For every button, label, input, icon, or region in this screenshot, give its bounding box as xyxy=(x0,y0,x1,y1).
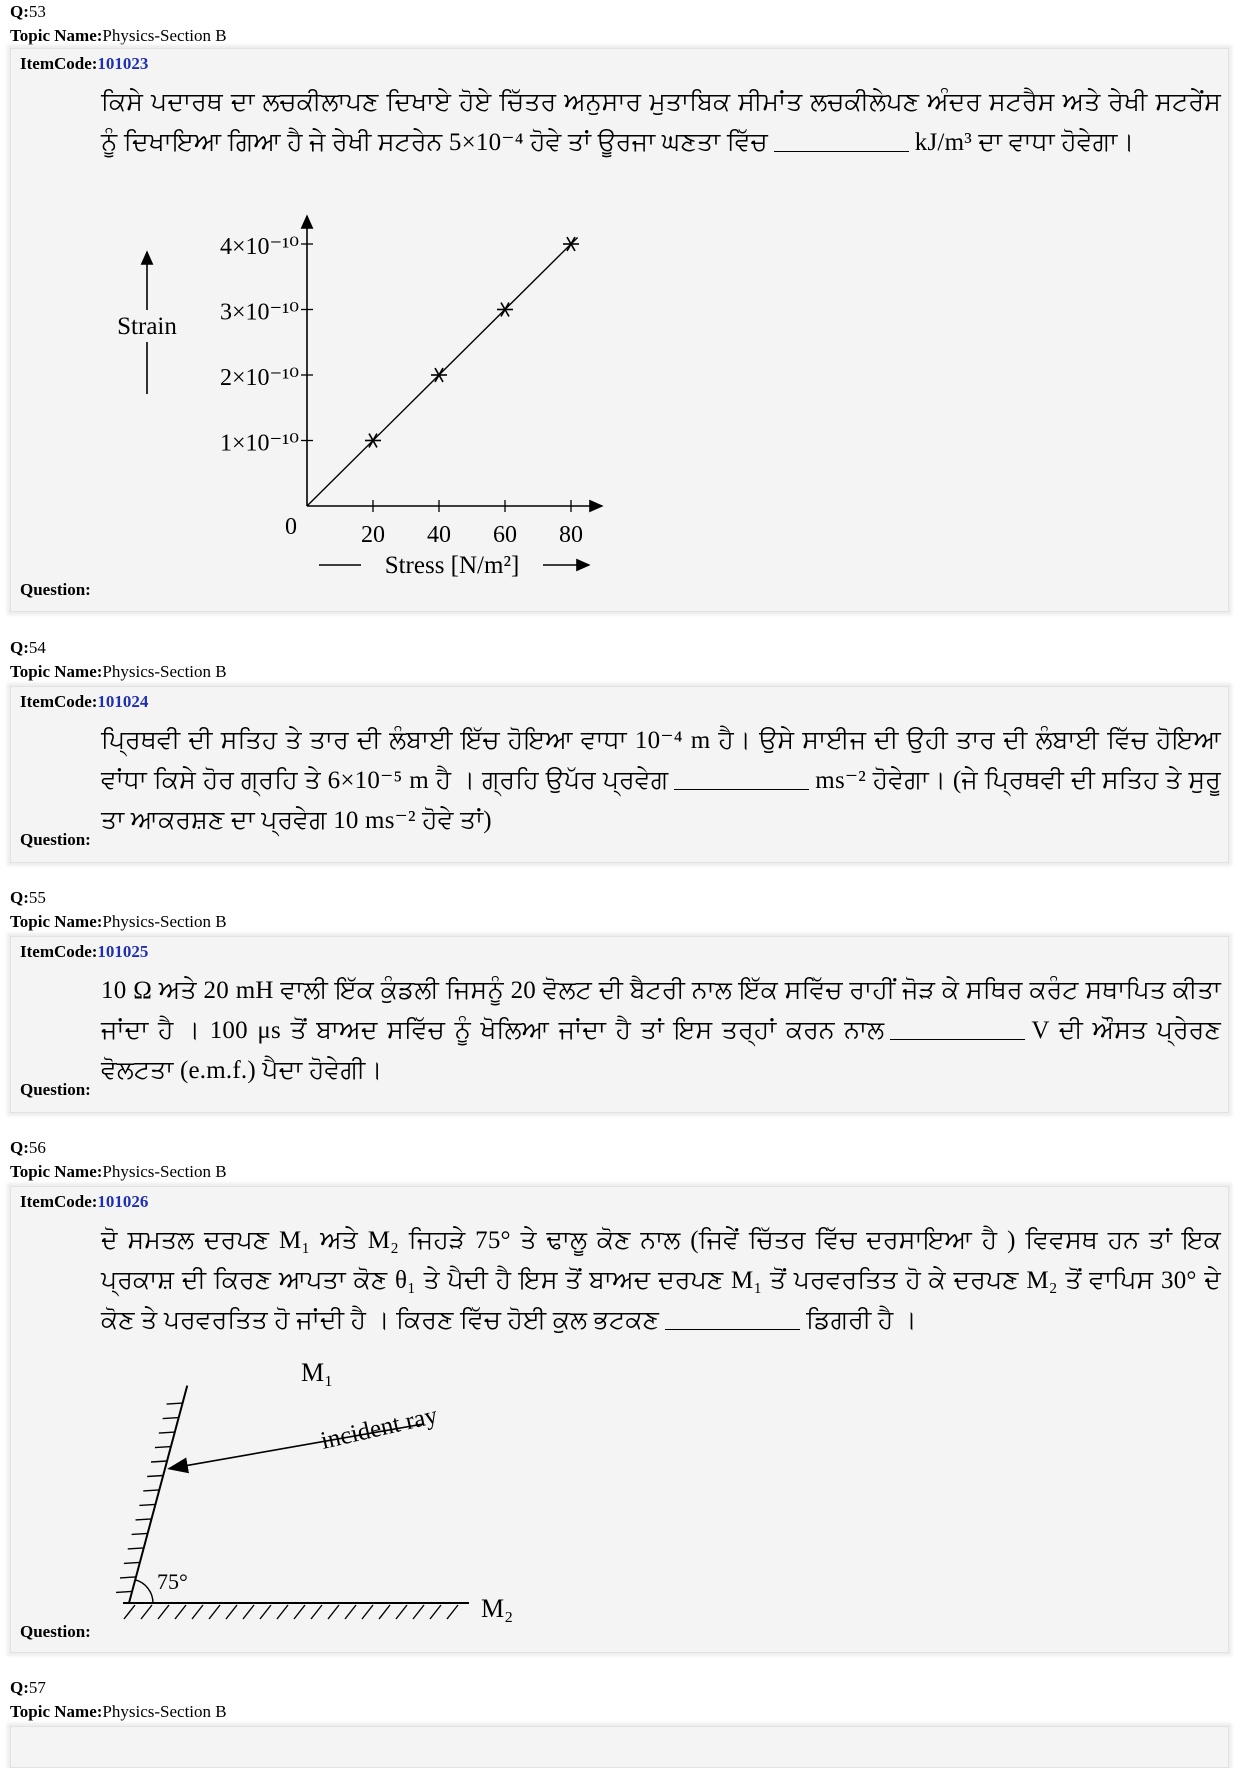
mirror-m1-hatch xyxy=(155,1447,171,1448)
q56-card xyxy=(10,1186,1229,1653)
topic-name: Physics-Section B xyxy=(102,1702,227,1721)
question-text: ਦੋ ਸਮਤਲ ਦਰਪਣ M₁ ਅਤੇ M₂ ਜਿਹੜੇ 75° ਤੇ ਢਾਲੂ ਕੋਣ ਨਾਲ (ਜਿਵੇਂ ਚਿੱਤਰ ਵਿੱਚ ਦਰਸਾਇਆ ਹੈ ) ਵਿਵਸਥ ਹਨ ਤਾਂ ਇਕ ਪ੍ਰਕਾਸ਼ ਦੀ ਕਿਰਣ ਆਪਤਾ ਕੋਣ θ₁ ਤੇ ਪੈਦੀ ਹੈ ਇਸ ਤੋਂ ਬਾਅਦ ਦਰਪਣ M₁ ਤੋਂ ਪਰਵਰਤਿਤ ਹੋ ਕੇ ਦਰਪਣ M₂ ਤੋਂ ਵਾਪਿਸ 30° ਦੇ ਕੋਣ ਤੇ ਪਰਵਰਤਿਤ ਹੋ ਜਾਂਦੀ ਹੈ । ਕਿਰਣ ਵਿੱਚ ਹੋਈ ਕੁਲ ਭਟਕਣ ਡਿਗਰੀ ਹੈ । xyxy=(101,1227,1221,1334)
mirror-m1-hatch xyxy=(128,1548,144,1549)
origin-label: 0 xyxy=(285,514,297,540)
y-tick-label: 4×10⁻¹⁰ xyxy=(219,234,299,260)
answer-blank xyxy=(665,1307,800,1330)
mirror-m2-hatch xyxy=(430,1605,441,1619)
mirror-m2-hatch xyxy=(124,1605,135,1619)
x-tick-label: 40 xyxy=(427,522,451,548)
mirror-m2-hatch xyxy=(226,1605,237,1619)
q54-card xyxy=(10,686,1229,863)
x-tick-label: 80 xyxy=(559,522,583,548)
y-axis-title: Strain xyxy=(117,313,177,340)
question-number-value: 53 xyxy=(28,2,46,21)
q54-header xyxy=(10,636,227,684)
mirror-m2-hatch xyxy=(141,1605,152,1619)
topic-line: Topic Name:Physics-Section B xyxy=(10,1702,227,1721)
y-tick-label: 2×10⁻¹⁰ xyxy=(219,365,299,391)
mirror-m1-hatch xyxy=(120,1577,136,1578)
mirror-m2-hatch xyxy=(413,1605,424,1619)
question-text: ਕਿਸੇ ਪਦਾਰਥ ਦਾ ਲਚਕੀਲਾਪਣ ਦਿਖਾਏ ਹੋਏ ਚਿੱਤਰ ਅਨੁਸਾਰ ਮੁਤਾਬਿਕ ਸੀਮਾਂਤ ਲਚਕੀਲੇਪਣ ਅੰਦਰ ਸਟਰੈਸ ਅਤੇ ਰੇਖੀ ਸਟਰੇਂਸ ਨੂੰ ਦਿਖਾਇਆ ਗਿਆ ਹੈ ਜੇ ਰੇਖੀ ਸਟਰੇਨ 5×10⁻⁴ ਹੋਵੇ ਤਾਂ ਊਰਜਾ ਘਣਤਾ ਵਿੱਚ kJ/m³ ਦਾ ਵਾਧਾ ਹੋਵੇਗਾ। xyxy=(101,89,1221,156)
angle-label: 75° xyxy=(157,1569,188,1594)
x-tick-label: 60 xyxy=(493,522,517,548)
mirror-m2-hatch xyxy=(294,1605,305,1619)
mirror-m1-hatch xyxy=(159,1432,175,1433)
itemcode-value: 101023 xyxy=(97,54,149,73)
question-number-value: 56 xyxy=(28,1138,46,1157)
question-number: Q:57 xyxy=(10,1678,46,1697)
answer-blank xyxy=(674,767,809,790)
answer-blank xyxy=(774,129,909,152)
question-number: Q:53 xyxy=(10,2,46,21)
mirror-m2-hatch xyxy=(209,1605,220,1619)
mirror-m2-hatch xyxy=(396,1605,407,1619)
mirror-m2-hatch xyxy=(311,1605,322,1619)
mirror-m1-hatch xyxy=(163,1418,179,1419)
answer-blank xyxy=(890,1017,1025,1040)
q55-header xyxy=(10,886,227,934)
q53-header xyxy=(10,0,310,48)
mirror-m2-hatch xyxy=(362,1605,373,1619)
mirror-m2-hatch xyxy=(328,1605,339,1619)
stress-strain-chart xyxy=(97,184,617,584)
mirror-diagram xyxy=(101,1347,541,1647)
mirror-m2-hatch xyxy=(192,1605,203,1619)
question-label: Question: xyxy=(20,830,91,849)
y-tick-label: 3×10⁻¹⁰ xyxy=(219,299,299,326)
question-text: ਪ੍ਰਿਥਵੀ ਦੀ ਸਤਿਹ ਤੇ ਤਾਰ ਦੀ ਲੰਬਾਈ ਇੱਚ ਹੋਇਆ ਵਾਧਾ 10⁻⁴ m ਹੈ। ਉਸੇ ਸਾਈਜ ਦੀ ਉਹੀ ਤਾਰ ਦੀ ਲੰਬਾਈ ਵਿੱਚ ਹੋਇਆ ਵਾਂਧਾ ਕਿਸੇ ਹੋਰ ਗ੍ਰਹਿ ਤੇ 6×10⁻⁵ m ਹੈ । ਗ੍ਰਹਿ ਉਪੱਰ ਪ੍ਰਵੇਗ ms⁻² ਹੋਵੇਗਾ। (ਜੇ ਪ੍ਰਿਥਵੀ ਦੀ ਸਤਿਹ ਤੇ ਸੁਰੂ ਤਾ ਆਕਰਸ਼ਣ ਦਾ ਪ੍ਰਵੇਗ 10 ms⁻² ਹੋਵੇ ਤਾਂ) xyxy=(101,727,1222,834)
mirror-m1-hatch xyxy=(147,1475,163,1476)
mirror-m2-hatch xyxy=(243,1605,254,1619)
series-line xyxy=(307,237,578,506)
mirror-m2-hatch xyxy=(175,1605,186,1619)
question-text: 10 Ω ਅਤੇ 20 mH ਵਾਲੀ ਇੱਕ ਕੁੰਡਲੀ ਜਿਸਨੂੰ 20 ਵੋਲਟ ਦੀ ਬੈਟਰੀ ਨਾਲ ਇੱਕ ਸਵਿੱਚ ਰਾਹੀਂ ਜੋੜ ਕੇ ਸਥਿਰ ਕਰੰਟ ਸਥਾਪਿਤ ਕੀਤਾ ਜਾਂਦਾ ਹੈ । 100 μs ਤੋਂ ਬਾਅਦ ਸਵਿੱਚ ਨੂੰ ਖੋਲਿਆ ਜਾਂਦਾ ਹੈ ਤਾਂ ਇਸ ਤਰ੍ਹਾਂ ਕਰਨ ਨਾਲ V ਦੀ ਔਸਤ ਪ੍ਰੇਰਣ ਵੋਲਟਤਾ (e.m.f.) ਪੈਦਾ ਹੋਵੇਗੀ। xyxy=(101,977,1221,1084)
angle-arc xyxy=(135,1580,153,1603)
mirror-m2-hatch xyxy=(158,1605,169,1619)
question-number-value: 57 xyxy=(28,1678,46,1697)
mirror-m1-hatch xyxy=(143,1490,159,1491)
question-number: Q:55 xyxy=(10,888,46,907)
question-label: Question: xyxy=(20,1622,91,1641)
itemcode-value: 101024 xyxy=(97,692,149,711)
itemcode: ItemCode:101025 xyxy=(20,942,149,961)
question-label: Question: xyxy=(20,1080,91,1099)
q57-card xyxy=(10,1726,1229,1768)
question-number-value: 55 xyxy=(28,888,46,907)
mirror-m2-hatch xyxy=(447,1605,458,1619)
itemcode: ItemCode:101024 xyxy=(20,692,149,711)
incident-ray-label: incident ray xyxy=(318,1401,441,1455)
mirror-m2-hatch xyxy=(379,1605,390,1619)
mirror-m1-hatch xyxy=(124,1562,140,1563)
mirror-m2-label: M₂ xyxy=(481,1594,514,1623)
mirror-m1-hatch xyxy=(167,1403,183,1404)
x-axis-title: Stress [N/m²] xyxy=(384,552,520,579)
topic-name: Physics-Section B xyxy=(102,662,227,681)
topic-line: Topic Name:Physics-Section B xyxy=(10,662,227,681)
question-number-value: 54 xyxy=(28,638,46,657)
q53-card xyxy=(10,48,1229,612)
q56-header xyxy=(10,1136,227,1184)
question-number: Q:56 xyxy=(10,1138,46,1157)
topic-line: Topic Name:Physics-Section B xyxy=(10,912,227,931)
mirror-m2-hatch xyxy=(260,1605,271,1619)
mirror-m1-hatch xyxy=(132,1533,148,1534)
mirror-m1-hatch xyxy=(151,1461,167,1462)
itemcode: ItemCode:101023 xyxy=(20,54,149,73)
x-tick-label: 20 xyxy=(361,522,385,548)
itemcode-value: 101026 xyxy=(97,1192,149,1211)
mirror-m1-hatch xyxy=(116,1591,132,1592)
topic-line: Topic Name:Physics-Section B xyxy=(10,1162,227,1181)
itemcode: ItemCode:101026 xyxy=(20,1192,149,1211)
mirror-m1-label: M₁ xyxy=(301,1358,334,1387)
topic-name: Physics-Section B xyxy=(102,912,227,931)
topic-name: Physics-Section B xyxy=(102,26,227,45)
question-number: Q:54 xyxy=(10,638,46,657)
q57-header xyxy=(10,1676,227,1724)
y-tick-label: 1×10⁻¹⁰ xyxy=(219,430,299,457)
question-label: Question: xyxy=(20,580,91,599)
mirror-m1-hatch xyxy=(136,1519,152,1520)
q55-card xyxy=(10,936,1229,1113)
mirror-m2-hatch xyxy=(345,1605,356,1619)
mirror-m2-hatch xyxy=(277,1605,288,1619)
topic-name: Physics-Section B xyxy=(102,1162,227,1181)
topic-line: Topic Name:Physics-Section B xyxy=(10,26,227,45)
mirror-m1-hatch xyxy=(139,1504,155,1505)
itemcode-value: 101025 xyxy=(97,942,149,961)
